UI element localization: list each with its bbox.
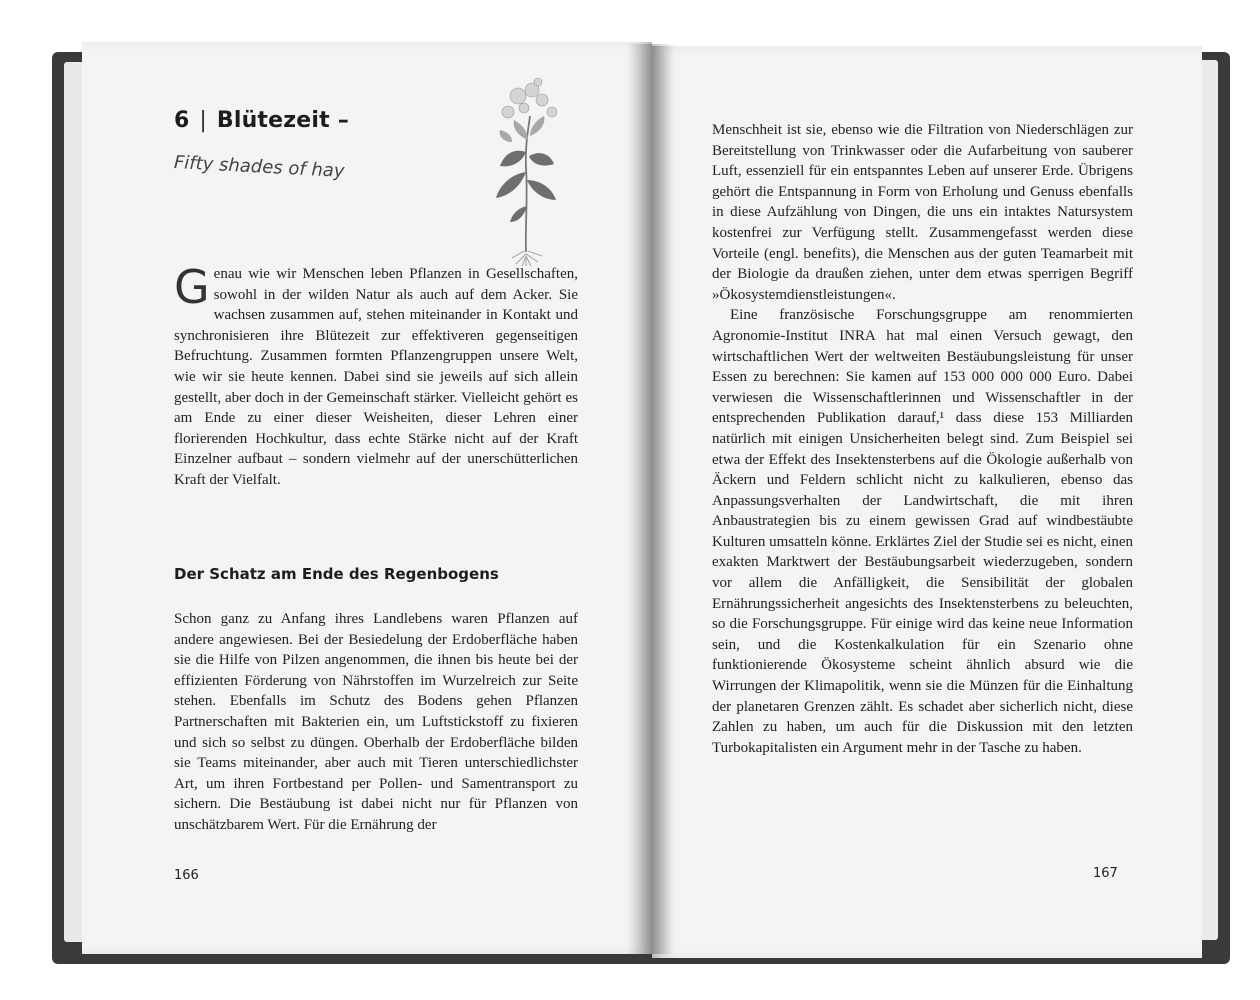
paragraph-one: Menschheit ist sie, ebenso wie die Filtration von Niederschlägen zur Bereitstellung von Trinkwasser oder die Aufarbeitung von sauberer Luft, essenziell für ein entspanntes Leben auf unserer Erde. Übrigens gehört die Entspannung in Form von Erholung und Genuss ebenfalls in diese Aufzählung von Dingen, die uns ein intaktes Natursystem kostenfrei zur Verfügung stellt. Zusammengefasst werden diese Vorteile (engl. benefits), die Menschen aus der guten Teamarbeit mit der Biologie da draußen ziehen, unter dem etwas sperrigen Begriff »Ökosystemdienstleistungen«.: [712, 122, 1133, 303]
chapter-subtitle: Fifty shades of hay: [173, 152, 346, 182]
intro-text: enau wie wir Menschen leben Pflanzen in Gesellschaften, sowohl in der wilden Natur als auch auf dem Acker. Sie wachsen zusammen auf, stehen miteinander in Kontakt und synchronisieren ihre Blütezeit zur effektiveren gegenseitigen Befruchtung. Zusammen formten Pflanzengruppen unsere Welt, wie wir sie heute kennen. Dabei sind sie jeweils auf sich allein gestellt, aber doch in der Gemeinschaft stärker. Vielleicht gehört es am Ende zu einer dieser Weisheiten, dieser Lehren einer florierenden Hochkultur, dass echte Stärke nicht auf der Kraft Einzelner aufbaut – sondern vielmehr auf der unerschütterlichen Kraft der Vielfalt.: [174, 266, 578, 488]
section-paragraph: Schon ganz zu Anfang ihres Landlebens waren Pflanzen auf andere angewiesen. Bei der Besiedelung der Erdoberfläche haben sie die Hilfe von Pilzen angenommen, die ihnen bis heute bei der effizienten Förderung von Nährstoffen im Wurzelreich zur Seite stehen. Ebenfalls im Schutz des Bodens gehen Pflanzen Partnerschaften mit Bakterien ein, um Luftstickstoff zu fixieren und sich so selbst zu düngen. Oberhalb der Erdoberfläche bilden sie Teams miteinander, aber auch mit Tieren unterschiedlichster Art, um ihren Fortbestand per Pollen- und Samentransport zu sichern. Die Bestäubung ist dabei nicht nur für Pflanzen von unschätzbarem Wert. Für die Ernährung der: [174, 611, 578, 833]
book-spine: [628, 44, 674, 954]
left-page: [82, 42, 652, 954]
drop-cap: G: [174, 260, 210, 314]
page-number-left: 166: [174, 868, 199, 883]
intro-paragraph: [174, 260, 578, 491]
chapter-title: [174, 108, 349, 133]
chapter-title-text: Blütezeit –: [216, 108, 349, 133]
chapter-separator: |: [199, 108, 207, 133]
right-page: [652, 46, 1202, 958]
right-page-text: [712, 120, 1133, 758]
chapter-number: 6: [174, 108, 190, 133]
paragraph-two: Eine französische Forschungsgruppe am renommierten Agronomie-Institut INRA hat mal einen Versuch gewagt, den wirtschaftlichen Wert der weltweiten Bestäubungsleistung für unser Essen zu berechnen: Sie kamen auf 153 000 000 000 Euro. Dabei verwiesen die Wissenschaftlerinnen und Wissenschaftler in der entsprechenden Publikation darauf,¹ dass diese 153 Milliarden natürlich mit einigen Unsicherheiten belegt sind. Zum Beispiel sei etwa der Effekt des Insektensterbens auf die Ökologie außerhalb von Äckern und Feldern schlicht nicht zu kalkulieren, ebenso das Anpassungsverhalten der Landwirtschaft, die mit ihren Anbaustrategien bis zu einem gewissen Grad auf windbestäubte Kulturen umsatteln könne. Erklärtes Ziel der Studie sei es nicht, einen exakten Marktwert der Bestäubungsarbeit wiederzugeben, sondern vor allem die Anfälligkeit, die Sensibilität der globalen Ernährungssicherheit angesichts des Insektensterbens zu beleuchten, so die Forschungsgruppe. Für einige wird das keine neue Information sein, und die Kostenkalkulation für ein Szenario ohne funktionierende Ökosysteme scheint ähnlich absurd wie die Wirrungen der Klimapolitik, wenn sie die Münzen für die Einhaltung der planetaren Grenzen zählt. Es schadet aber sicherlich nicht, diese Zahlen zu haben, um auch für die Diskussion mit den letzten Turbokapitalisten ein Argument mehr in der Tasche zu haben.: [712, 307, 1133, 756]
section-heading: Der Schatz am Ende des Regenbogens: [174, 565, 499, 583]
flowering-plant-icon: [482, 76, 572, 266]
page-number-right: 167: [1093, 866, 1118, 881]
